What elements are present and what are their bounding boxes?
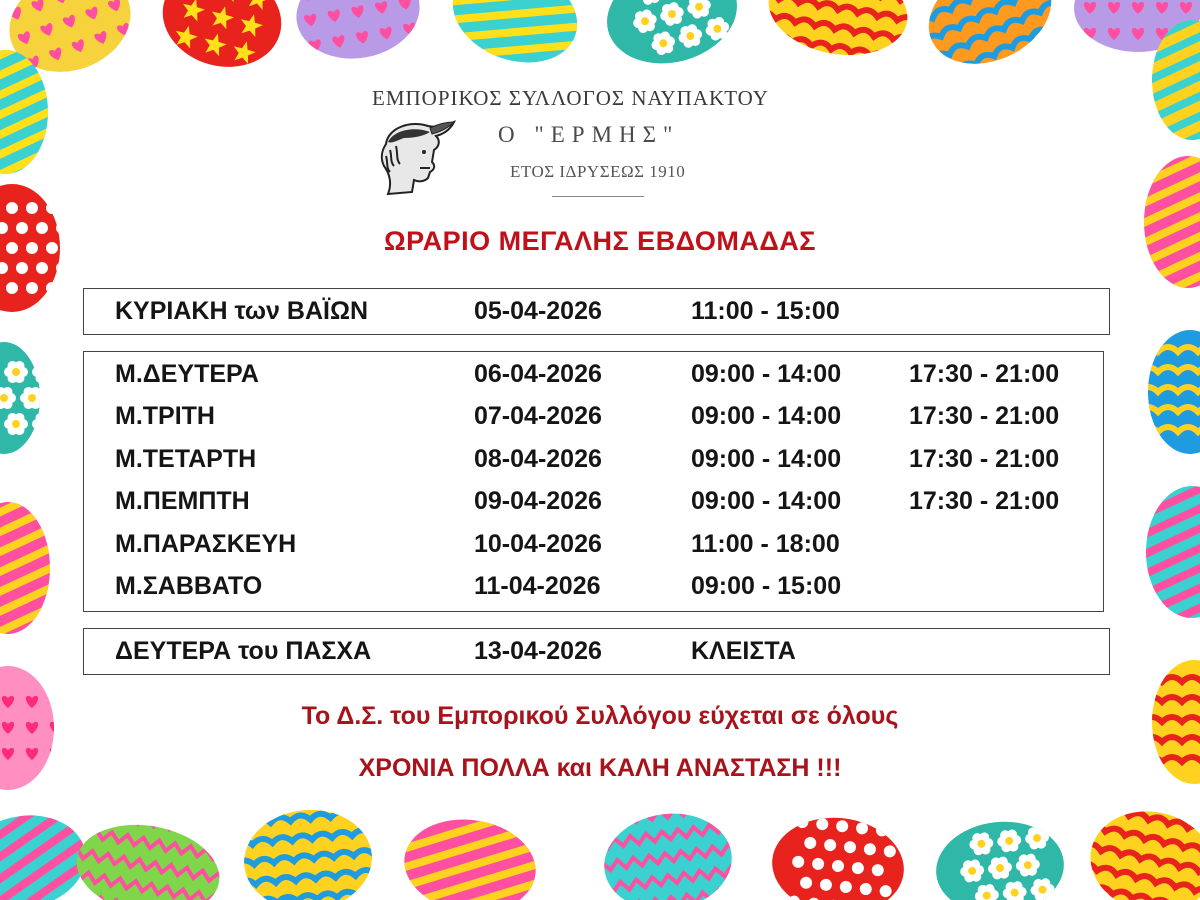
- evening-hours: 17:30 - 21:00: [909, 402, 1060, 430]
- day-label: ΚΥΡΙΑΚΗ των ΒΑΪΩΝ: [115, 297, 369, 325]
- date-value: 06-04-2026: [474, 360, 602, 388]
- easter-monday-box: [83, 628, 1110, 675]
- morning-hours: 11:00 - 18:00: [691, 530, 840, 558]
- evening-hours: 17:30 - 21:00: [909, 487, 1060, 515]
- evening-hours: 17:30 - 21:00: [909, 445, 1060, 473]
- palm-sunday-box: [83, 288, 1110, 335]
- schedule-row: [84, 291, 1109, 331]
- schedule-row: [84, 631, 1109, 671]
- date-value: 10-04-2026: [474, 530, 602, 558]
- schedule-row: [84, 481, 1103, 521]
- association-name: ΕΜΠΟΡΙΚΟΣ ΣΥΛΛΟΓΟΣ ΝΑΥΠΑΚΤΟΥ: [372, 86, 769, 110]
- day-label: Μ.ΔΕΥΤΕΡΑ: [115, 360, 259, 388]
- date-value: 13-04-2026: [474, 637, 602, 665]
- page-title: ΩΡΑΡΙΟ ΜΕΓΑΛΗΣ ΕΒΔΟΜΑΔΑΣ: [384, 226, 816, 256]
- date-value: 08-04-2026: [474, 445, 602, 473]
- day-label: ΔΕΥΤΕΡΑ του ΠΑΣΧΑ: [115, 637, 372, 665]
- day-label: Μ.ΠΑΡΑΣΚΕΥΗ: [115, 530, 297, 558]
- schedule-row: [84, 566, 1103, 606]
- day-label: Μ.ΠΕΜΠΤΗ: [115, 487, 250, 515]
- day-label: Μ.ΤΡΙΤΗ: [115, 402, 215, 430]
- morning-hours: 09:00 - 14:00: [691, 487, 842, 515]
- wishes-line-2: ΧΡΟΝΙΑ ΠΟΛΛΑ και ΚΑΛΗ ΑΝΑΣΤΑΣΗ !!!: [358, 754, 842, 782]
- date-value: 05-04-2026: [474, 297, 602, 325]
- wishes-line-1: Το Δ.Σ. του Εμπορικού Συλλόγου εύχεται σε όλους: [301, 702, 899, 730]
- day-label: Μ.ΤΕΤΑΡΤΗ: [115, 445, 257, 473]
- date-value: 11-04-2026: [474, 572, 601, 600]
- holy-week-box: [83, 351, 1104, 612]
- schedule-row: [84, 439, 1103, 479]
- association-subtitle: Ο "ΕΡΜΗΣ": [498, 122, 680, 147]
- date-value: 07-04-2026: [474, 402, 602, 430]
- hours-value: 11:00 - 15:00: [691, 297, 840, 325]
- morning-hours: 09:00 - 15:00: [691, 572, 842, 600]
- header-divider: [552, 196, 644, 197]
- founding-year: ΕΤΟΣ ΙΔΡΥΣΕΩΣ 1910: [510, 162, 686, 181]
- schedule-row: [84, 354, 1103, 394]
- morning-hours: 09:00 - 14:00: [691, 402, 842, 430]
- day-label: Μ.ΣΑΒΒΑΤΟ: [115, 572, 263, 600]
- schedule-row: [84, 396, 1103, 436]
- date-value: 09-04-2026: [474, 487, 602, 515]
- morning-hours: 09:00 - 14:00: [691, 360, 842, 388]
- morning-hours: 09:00 - 14:00: [691, 445, 842, 473]
- hermes-head-icon: [374, 116, 458, 198]
- schedule-row: [84, 524, 1103, 564]
- evening-hours: 17:30 - 21:00: [909, 360, 1060, 388]
- closed-status: ΚΛΕΙΣΤΑ: [691, 637, 796, 665]
